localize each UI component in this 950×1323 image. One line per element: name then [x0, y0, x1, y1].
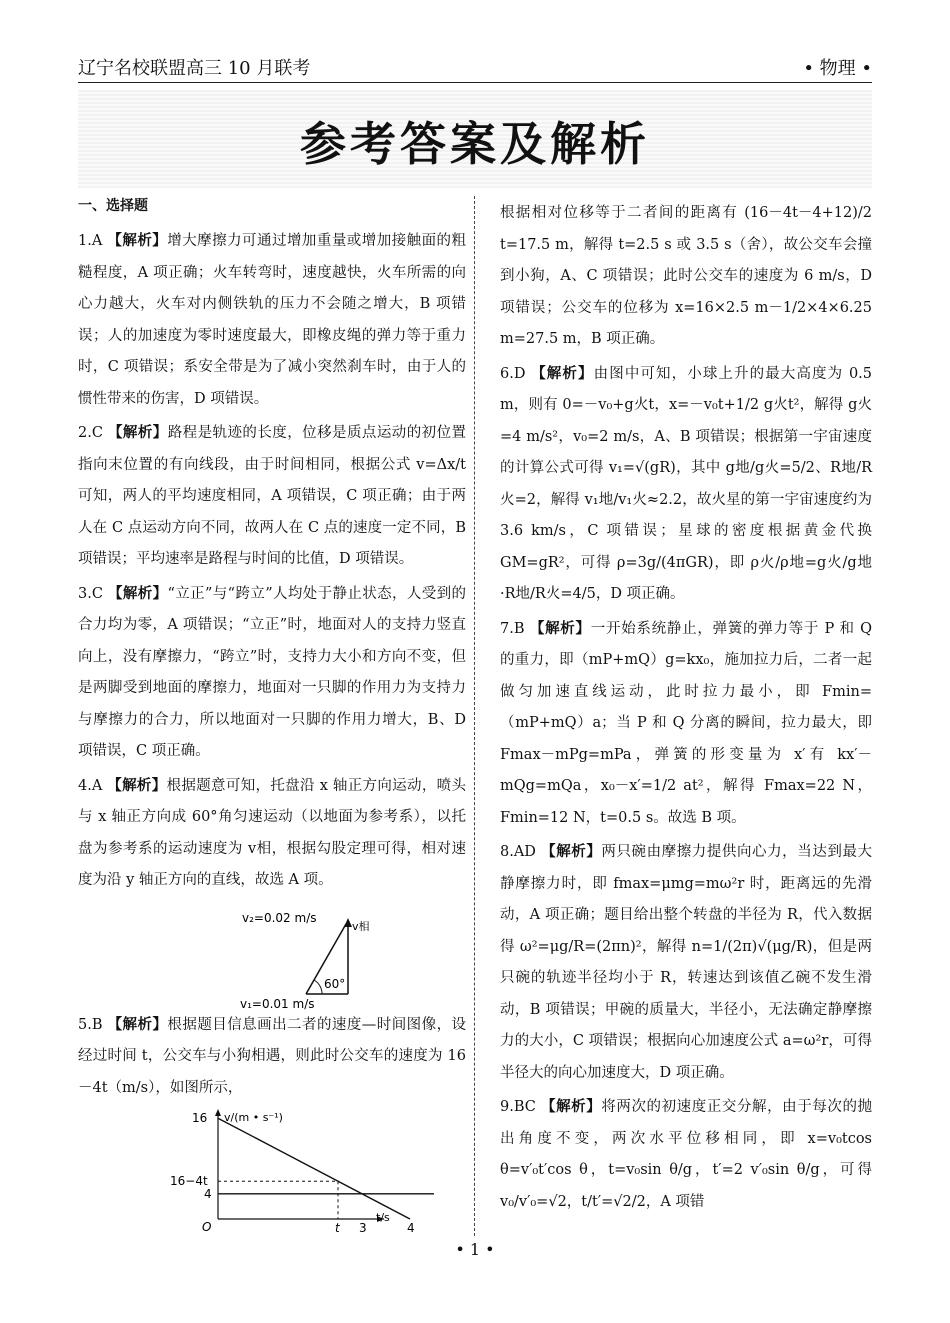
answer-text: 将两次的初速度正交分解，由于每次的抛出角度不变，两次水平位移相同，即 x=v₀tcos θ=v′₀t′cos θ，t=v₀sin θ/g，t′=2 v′₀sin θ/g，可得 v₀/v′₀=√2，t/t′=√2/2，A 项错 [500, 1099, 873, 1210]
answer-text: 根据题目信息画出二者的速度—时间图像，设经过时间 t，公交车与小狗相遇，则此时公交车的速度为 16－4t（m/s），如图所示， [78, 1016, 467, 1096]
page-header [78, 52, 872, 83]
answer-text: 根据题意可知，托盘沿 x 轴正方向运动，喷头与 x 轴正方向成 60°角匀速运动（以地面为参考系），以托盘为参考系的运动速度为 v相，根据勾股定理可得，相对速度为沿 y 轴正方向的直线，故选 A 项。 [78, 777, 466, 888]
velocity-time-chart [78, 1107, 466, 1235]
answer-text: 根据相对位移等于二者间的距离有 (16－4t－4+12)/2 t=17.5 m，解得 t=2.5 s 或 3.5 s（舍），故公交车会撞到小狗，A、C 项错误；此时公交车的速度为 6 m/s，D 项错误；公交车的位移为 x=16×2.5 m－1/2×4×6.25 m=27.5 m，B 项正确。 [500, 205, 872, 347]
y-axis-arrow-icon [215, 1109, 221, 1116]
page-number: • 1 • [455, 1240, 495, 1259]
analysis-tag: 【解析】 [107, 425, 168, 441]
angle-label: 60° [324, 976, 346, 991]
answer-text: 增大摩擦力可通过增加重量或增加接触面的粗糙程度，A 项正确；火车转弯时，速度越快，火车所需的向心力越大，火车对内侧铁轨的压力不会随之增大，B 项错误；人的加速度为零时速度最大，即橡皮绳的弹力等于重力时，C 项错误；系安全带是为了减小突然刹车时，由于人的惯性带来的伤害，D 项错误。 [78, 233, 467, 407]
answer-text: 由图中可知，小球上升的最大高度为 0.5 m，则有 0=－v₀+g火t，x=－v₀t+1/2 g火t²，解得 g火=4 m/s²，v₀=2 m/s，A、B 项错误；根据第一宇宙速度的计算公式可得 v₁=√(gR)，其中 g地/g火=5/2、R地/R火=2，解得 v₁地/v₁火≈2.2，故火星的第一宇宙速度约为 3.6 km/s，C 项错误；星球的密度根据黄金代换 GM=gR²，可得 ρ=3g/(4πGR)，即 ρ火/ρ地=g火/g地·R地/R火=4/5，D 项正确。 [500, 365, 873, 602]
v1-label: v₁=0.01 m/s [240, 996, 315, 1011]
answer-number: 7.B [500, 620, 525, 637]
answer-number: 9.BC [500, 1099, 536, 1115]
answer-number: 1.A [78, 233, 103, 249]
answer-item-2 [78, 418, 466, 576]
answer-number: 8.AD [500, 844, 536, 860]
answer-item-3 [78, 579, 466, 768]
answer-text: 一开始系统静止，弹簧的弹力等于 P 和 Q 的重力，即（mP+mQ）g=kx₀，施加拉力后，二者一起做匀加速直线运动，此时拉力最小，即 Fmin=（mP+mQ）a；当 P 和 Q 分离的瞬间，拉力最大，即 Fmax－mPg=mPa，弹簧的形变量为 x′有 kx′－mQg=mQa，x₀－x′=1/2 at²，解得 Fmax=22 N，Fmin=12 N，t=0.5 s。故选 B 项。 [500, 620, 872, 826]
answer-item-6 [500, 359, 872, 611]
x-tick-label: 4 [407, 1221, 415, 1235]
answer-item-7 [500, 614, 872, 835]
y-tick-label: 4 [204, 1186, 212, 1201]
answer-item-5 [78, 1010, 466, 1105]
y-tick-label: 16 [192, 1111, 208, 1126]
arrow-head-icon [344, 918, 352, 927]
angle-arc [314, 980, 322, 994]
subject-label: • 物理 • [803, 58, 872, 79]
analysis-tag: 【解析】 [529, 620, 591, 637]
y-tick-label: 16−4t [170, 1174, 208, 1189]
x-tick-label: t [335, 1221, 340, 1235]
x-axis-label: t/s [376, 1211, 390, 1224]
answer-text: “立正”与“跨立”人均处于静止状态，人受到的合力均为零，A 项错误；“立正”时，地面对人的支持力竖直向上，没有摩擦力，“跨立”时，支持力大小和方向不变，但是两脚受到地面的摩擦力，地面对一只脚的作用力为支持力与摩擦力的合力，所以地面对一只脚的作用力增大，B、D 项错误，C 项正确。 [78, 585, 467, 759]
analysis-tag: 【解析】 [107, 1016, 168, 1033]
exam-title: 辽宁名校联盟高三 10 月联考 [78, 58, 311, 79]
answer-item-4 [78, 771, 466, 897]
answer-item-1 [78, 226, 466, 415]
answer-number: 2.C [78, 425, 103, 441]
answer-item-9 [500, 1092, 872, 1218]
bus-velocity-line [218, 1118, 410, 1219]
left-column [78, 196, 467, 1235]
answer-number: 4.A [78, 777, 103, 794]
title-banner [78, 90, 872, 188]
analysis-tag: 【解析】 [531, 365, 594, 382]
right-column [500, 198, 872, 1221]
section-title: 一、选择题 [78, 198, 148, 214]
answer-text: 两只碗由摩擦力提供向心力，当达到最大静摩擦力时，即 fmax=μmg=mω²r 时，距离远的先滑动，A 项正确；题目给出整个转盘的半径为 R，代入数据得 ω²=μg/R=(2πn)²，解得 n=1/(2π)√(μg/R)，但是两只碗的轨迹半径均小于 R，转速达到该值乙碗不发生滑动，B 项错误；甲碗的质量大，半径小，无法确定静摩擦力的大小，C 项错误；根据向心加速度公式 a=ω²r，可得半径大的向心加速度大，D 项正确。 [500, 844, 873, 1081]
analysis-tag: 【解析】 [107, 585, 168, 602]
y-axis-label: v/(m • s⁻¹) [224, 1111, 283, 1124]
answer-number: 5.B [78, 1016, 103, 1033]
origin-label: O [202, 1220, 212, 1234]
v2-label: v₂=0.02 m/s [242, 910, 317, 925]
x-tick-label: 3 [359, 1221, 367, 1235]
answer-number: 3.C [78, 585, 103, 602]
velocity-triangle-svg [78, 900, 466, 1010]
velocity-triangle-figure [78, 900, 466, 1010]
answer-number: 6.D [500, 365, 526, 382]
column-divider [474, 196, 475, 1236]
vt-chart-svg [78, 1107, 466, 1235]
analysis-tag: 【解析】 [541, 844, 602, 860]
answer-text: 路程是轨迹的长度，位移是质点运动的初位置指向末位置的有向线段，由于时间相同，根据公式 v=Δx/t 可知，两人的平均速度相同，A 项错误，C 项正确；由于两人在 C 点运动方向不同，故两人在 C 点的速度一定不同，B 项错误；平均速率是路程与时间的比值，D 项错误。 [78, 425, 467, 567]
vrel-label: v相 [352, 919, 370, 933]
analysis-tag: 【解析】 [107, 777, 167, 794]
answer-item-5-continued [500, 198, 872, 356]
analysis-tag: 【解析】 [107, 233, 168, 249]
page-title: 参考答案及解析 [300, 117, 650, 171]
answer-item-8 [500, 837, 872, 1089]
analysis-tag: 【解析】 [541, 1099, 602, 1115]
